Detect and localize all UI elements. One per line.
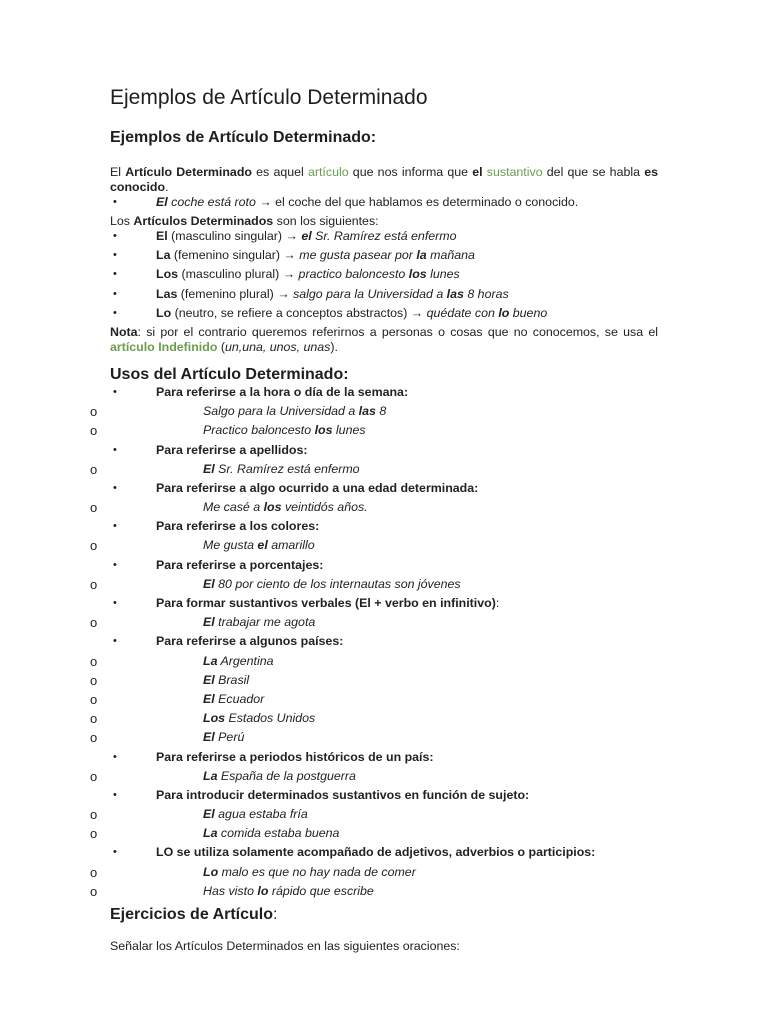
link-articulo[interactable]: artículo bbox=[307, 165, 349, 179]
uso-bullet-item bbox=[110, 443, 658, 462]
uso-example-item bbox=[90, 711, 658, 730]
circle-marker: o bbox=[90, 461, 98, 477]
article-name: Los bbox=[156, 267, 179, 282]
uso-example-item bbox=[90, 423, 658, 442]
example-article: las bbox=[358, 404, 376, 419]
circle-marker: o bbox=[90, 883, 98, 899]
uso-example-text bbox=[203, 769, 356, 784]
uso-bullet-item bbox=[110, 558, 658, 577]
article-desc: (masculino plural) → bbox=[178, 267, 299, 282]
example-item: • El coche está roto → el coche del que hablamos es determinado o conocido. bbox=[113, 195, 579, 209]
uso-example-item bbox=[90, 615, 658, 634]
example-post: Argentina bbox=[217, 653, 274, 668]
example-article: El bbox=[203, 807, 215, 822]
uso-example-item bbox=[90, 538, 658, 557]
example-text: 8 horas bbox=[463, 286, 509, 301]
section-heading-ejercicios: Ejercicios de Artículo: bbox=[110, 906, 278, 923]
uso-example-item bbox=[90, 653, 658, 673]
example-pre: Practico baloncesto bbox=[203, 423, 315, 438]
uso-example-text bbox=[203, 730, 244, 745]
article-desc: (masculino singular) → bbox=[167, 229, 302, 243]
intro-paragraph: El Artículo Determinado es aquel artículo que nos informa que el sustantivo del que se habla es conocido. bbox=[110, 165, 658, 194]
uso-example-text bbox=[203, 692, 264, 707]
uso-example-text bbox=[203, 538, 315, 553]
example-pre: Salgo para la Universidad a bbox=[203, 404, 359, 419]
example-post: Ecuador bbox=[214, 691, 265, 706]
list-intro: Los Artículos Determinados son los siguientes: bbox=[110, 214, 379, 228]
uso-bullet-item bbox=[110, 750, 658, 769]
uso-example-text bbox=[203, 673, 249, 688]
uso-title bbox=[156, 788, 529, 803]
example-post: Brasil bbox=[214, 672, 250, 687]
ejercicios-text: Señalar los Artículos Determinados en las siguientes oraciones: bbox=[110, 939, 460, 953]
article-desc: (femenino singular) → bbox=[170, 248, 300, 263]
uso-title bbox=[156, 481, 478, 496]
article-name: El bbox=[156, 229, 168, 243]
example-post: Sr. Ramírez está enfermo bbox=[214, 461, 360, 476]
example-text: salgo para la Universidad a bbox=[293, 286, 447, 301]
example-post: Estados Unidos bbox=[225, 711, 316, 726]
uso-title-text: Para referirse a los colores: bbox=[156, 519, 320, 534]
example-article: los bbox=[263, 500, 282, 515]
example-article: Lo bbox=[203, 864, 219, 879]
example-article: lo bbox=[257, 883, 269, 898]
example-text: lunes bbox=[426, 267, 460, 282]
article-item bbox=[110, 229, 658, 248]
example-text: practico baloncesto bbox=[298, 267, 409, 282]
uso-title-text: Para referirse a apellidos: bbox=[156, 442, 308, 457]
example-article: El bbox=[203, 576, 215, 591]
example-post: amarillo bbox=[267, 538, 315, 553]
uso-example-text bbox=[203, 826, 339, 841]
example-post: trabajar me agota bbox=[214, 615, 316, 630]
example-pre: Has visto bbox=[203, 883, 258, 898]
article-text bbox=[156, 287, 509, 302]
article-text bbox=[156, 229, 457, 244]
nota-paragraph: Nota: si por el contrario queremos referirnos a personas o cosas que no conocemos, se usa el artículo Indefinido (un,una, unos, unas). bbox=[110, 324, 658, 354]
example-article: La bbox=[203, 768, 218, 783]
uso-example-item bbox=[90, 807, 658, 826]
link-articulo-indefinido[interactable]: artículo Indefinido bbox=[110, 339, 218, 354]
article-item bbox=[110, 287, 658, 306]
articles-list bbox=[110, 229, 658, 325]
bullet-marker: • bbox=[113, 230, 117, 242]
example-article: los bbox=[408, 267, 427, 282]
example-text: me gusta pasear por bbox=[299, 248, 417, 263]
circle-marker: o bbox=[90, 826, 98, 842]
uso-title-text: Para formar sustantivos verbales (El + verbo en infinitivo) bbox=[156, 596, 496, 610]
link-sustantivo[interactable]: sustantivo bbox=[486, 165, 543, 179]
usos-list bbox=[90, 384, 658, 903]
uso-title bbox=[156, 385, 408, 400]
uso-example-text bbox=[203, 615, 315, 630]
uso-title bbox=[156, 558, 323, 573]
example-post: veintidós años. bbox=[281, 500, 368, 515]
uso-title bbox=[156, 443, 308, 458]
uso-title-text: LO se utiliza solamente acompañado de adjetivos, adverbios o participios: bbox=[156, 845, 596, 860]
circle-marker: o bbox=[90, 576, 98, 592]
uso-example-item bbox=[90, 864, 658, 884]
uso-title bbox=[156, 519, 319, 534]
example-article: el bbox=[257, 538, 268, 553]
example-pre: Me gusta bbox=[203, 538, 258, 553]
uso-bullet-item bbox=[110, 634, 658, 653]
example-post: malo es que no hay nada de comer bbox=[218, 864, 416, 879]
circle-marker: o bbox=[90, 653, 98, 669]
uso-example-text bbox=[203, 807, 308, 822]
circle-marker: o bbox=[90, 423, 98, 439]
example-article: El bbox=[203, 615, 215, 630]
uso-example-item bbox=[90, 576, 658, 596]
uso-title-text: Para referirse a periodos históricos de un país: bbox=[156, 749, 434, 764]
uso-example-text bbox=[203, 884, 374, 899]
uso-title-suffix: : bbox=[495, 596, 500, 610]
article-item bbox=[110, 306, 658, 325]
circle-marker: o bbox=[90, 615, 98, 631]
circle-marker: o bbox=[90, 864, 98, 880]
uso-example-item bbox=[90, 672, 658, 692]
bullet-marker: • bbox=[113, 443, 117, 456]
article-item bbox=[110, 267, 658, 286]
uso-bullet-item bbox=[110, 385, 658, 404]
page-title: Ejemplos de Artículo Determinado bbox=[110, 86, 428, 109]
uso-title bbox=[156, 596, 499, 611]
example-article: las bbox=[446, 286, 464, 301]
example-article: el bbox=[301, 229, 312, 243]
example-article: El bbox=[203, 461, 215, 476]
bullet-marker: • bbox=[113, 196, 117, 208]
example-article: los bbox=[314, 423, 333, 438]
example-article: La bbox=[203, 653, 218, 668]
article-name: Las bbox=[156, 286, 178, 301]
example-text: bueno bbox=[509, 305, 548, 320]
example-post: comida estaba buena bbox=[217, 826, 340, 841]
uso-example-item bbox=[90, 691, 658, 711]
uso-title bbox=[156, 750, 434, 765]
example-article: la bbox=[416, 248, 427, 263]
uso-bullet-item bbox=[110, 596, 658, 615]
bullet-marker: • bbox=[113, 287, 117, 300]
uso-example-item bbox=[90, 500, 658, 519]
example-post: rápido que escribe bbox=[268, 883, 374, 898]
circle-marker: o bbox=[90, 730, 98, 746]
example-article: Los bbox=[203, 711, 226, 726]
uso-example-text bbox=[203, 404, 386, 419]
circle-marker: o bbox=[90, 538, 98, 554]
uso-example-item bbox=[90, 404, 658, 423]
uso-bullet-item bbox=[110, 845, 658, 864]
bullet-marker: • bbox=[113, 635, 117, 648]
section-heading-ejemplos: Ejemplos de Artículo Determinado: bbox=[110, 129, 377, 146]
article-text bbox=[156, 248, 475, 263]
uso-example-item bbox=[90, 461, 658, 481]
bullet-marker: • bbox=[113, 597, 117, 609]
bullet-marker: • bbox=[113, 846, 117, 859]
uso-bullet-item bbox=[110, 788, 658, 807]
bullet-marker: • bbox=[113, 306, 117, 319]
uso-example-text bbox=[203, 423, 366, 438]
circle-marker: o bbox=[90, 768, 98, 784]
bullet-marker: • bbox=[113, 788, 117, 801]
example-post: España de la postguerra bbox=[217, 768, 356, 783]
bullet-marker: • bbox=[113, 558, 117, 571]
circle-marker: o bbox=[90, 500, 98, 516]
uso-example-item bbox=[90, 826, 658, 845]
circle-marker: o bbox=[90, 711, 98, 727]
bullet-marker: • bbox=[113, 520, 117, 533]
example-text: mañana bbox=[426, 248, 475, 263]
bullet-marker: • bbox=[113, 268, 117, 281]
uso-title-text: Para referirse a porcentajes: bbox=[156, 557, 324, 572]
circle-marker: o bbox=[90, 404, 98, 420]
uso-example-text bbox=[203, 711, 315, 726]
example-post: lunes bbox=[332, 423, 366, 438]
uso-example-item bbox=[90, 883, 658, 903]
uso-example-text bbox=[203, 577, 461, 592]
article-desc: (femenino plural) → bbox=[177, 286, 294, 301]
example-post: 80 por ciento de los internautas son jóvenes bbox=[214, 576, 461, 591]
example-post: agua estaba fría bbox=[214, 807, 308, 822]
bullet-marker: • bbox=[113, 385, 117, 398]
bullet-marker: • bbox=[113, 249, 117, 262]
article-text bbox=[156, 306, 547, 321]
uso-example-item bbox=[90, 768, 658, 788]
example-article: lo bbox=[498, 305, 510, 320]
uso-bullet-item bbox=[110, 481, 658, 500]
uso-example-text bbox=[203, 654, 274, 669]
circle-marker: o bbox=[90, 691, 98, 707]
section-heading-usos: Usos del Artículo Determinado: bbox=[110, 365, 349, 383]
uso-example-text bbox=[203, 462, 360, 477]
uso-title-text: Para referirse a la hora o día de la semana: bbox=[156, 384, 409, 399]
document-page bbox=[90, 84, 658, 954]
uso-title-text: Para introducir determinados sustantivos en función de sujeto: bbox=[156, 787, 530, 802]
uso-example-item bbox=[90, 730, 658, 749]
article-desc: (neutro, se refiere a conceptos abstractos) → bbox=[171, 305, 427, 320]
example-text: quédate con bbox=[426, 305, 499, 320]
uso-example-text bbox=[203, 865, 416, 880]
uso-title-text: Para referirse a algo ocurrido a una edad determinada: bbox=[156, 480, 479, 495]
bullet-marker: • bbox=[113, 750, 117, 763]
uso-title bbox=[156, 845, 595, 860]
example-post: 8 bbox=[375, 404, 387, 419]
bullet-marker: • bbox=[113, 481, 117, 494]
example-article: El bbox=[203, 691, 215, 706]
example-article: El bbox=[203, 672, 215, 687]
circle-marker: o bbox=[90, 807, 98, 823]
example-pre: Me casé a bbox=[203, 500, 264, 515]
example-text: Sr. Ramírez está enfermo bbox=[311, 229, 457, 243]
example-post: Perú bbox=[214, 730, 245, 745]
example-article: El bbox=[203, 730, 215, 745]
article-text bbox=[156, 267, 460, 282]
uso-bullet-item bbox=[110, 519, 658, 538]
uso-example-text bbox=[203, 500, 368, 515]
circle-marker: o bbox=[90, 672, 98, 688]
article-name: La bbox=[156, 248, 171, 263]
uso-title bbox=[156, 634, 343, 649]
uso-title-text: Para referirse a algunos países: bbox=[156, 634, 344, 649]
article-name: Lo bbox=[156, 305, 172, 320]
article-item bbox=[110, 248, 658, 267]
example-article: La bbox=[203, 826, 218, 841]
